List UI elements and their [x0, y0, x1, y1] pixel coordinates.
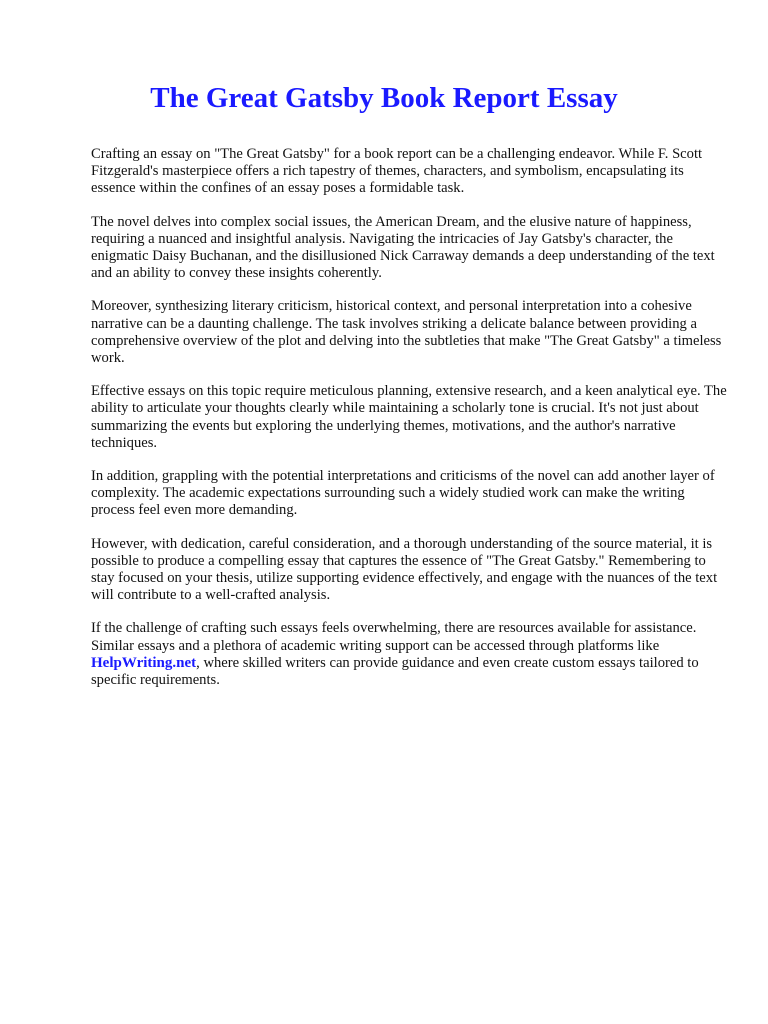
paragraph-3: Moreover, synthesizing literary criticism, historical context, and personal interpretation into a cohesive narrative can be a daunting challenge. The task involves striking a delicate balance between providing a comprehensive overview of the plot and delving into the subtleties that make "The Great Gatsby" a timeless work. — [91, 298, 722, 367]
page-title: The Great Gatsby Book Report Essay — [150, 82, 618, 114]
paragraph-6: However, with dedication, careful consideration, and a thorough understanding of the source material, it is possible to produce a compelling essay that captures the essence of "The Great Gatsby." Remembering to stay focused on your thesis, utilize supporting evidence effectively, and engage with the nuances of the text will contribute to a well-crafted analysis. — [91, 535, 718, 604]
paragraph-4: Effective essays on this topic require meticulous planning, extensive research, and a keen analytical eye. The ability to articulate your thoughts clearly while maintaining a scholarly tone is crucial. It's not just about summarizing the events but exploring the underlying themes, motivations, and the author's narrative techniques. — [91, 383, 727, 451]
essay-body — [91, 146, 731, 705]
paragraph-2: The novel delves into complex social issues, the American Dream, and the elusive nature of happiness, requiring a nuanced and insightful analysis. Navigating the intricacies of Jay Gatsby's character, the enigmatic Daisy Buchanan, and the disillusioned Nick Carraway demands a deep understanding of the text and an ability to convey these insights coherently. — [91, 213, 715, 282]
helpwriting-link[interactable]: HelpWriting.net — [91, 654, 197, 671]
paragraph-7-text-before-link: If the challenge of crafting such essays feels overwhelming, there are resources available for assistance. Similar essays and a plethora of academic writing support can be accessed through platforms like — [91, 620, 697, 654]
paragraph-1: Crafting an essay on "The Great Gatsby" for a book report can be a challenging endeavor. While F. Scott Fitzgerald's masterpiece offers a rich tapestry of themes, characters, and symbolism, encapsulating its essence within the confines of an essay poses a formidable task. — [91, 146, 703, 197]
paragraph-7 — [91, 620, 731, 689]
paragraph-5: In addition, grappling with the potential interpretations and criticisms of the novel can add another layer of complexity. The academic expectations surrounding such a widely studied work can make the writing process feel even more demanding. — [91, 468, 715, 519]
paragraph-7-text-after-link: , where skilled writers can provide guidance and even create custom essays tailored to specific requirements. — [91, 654, 699, 689]
